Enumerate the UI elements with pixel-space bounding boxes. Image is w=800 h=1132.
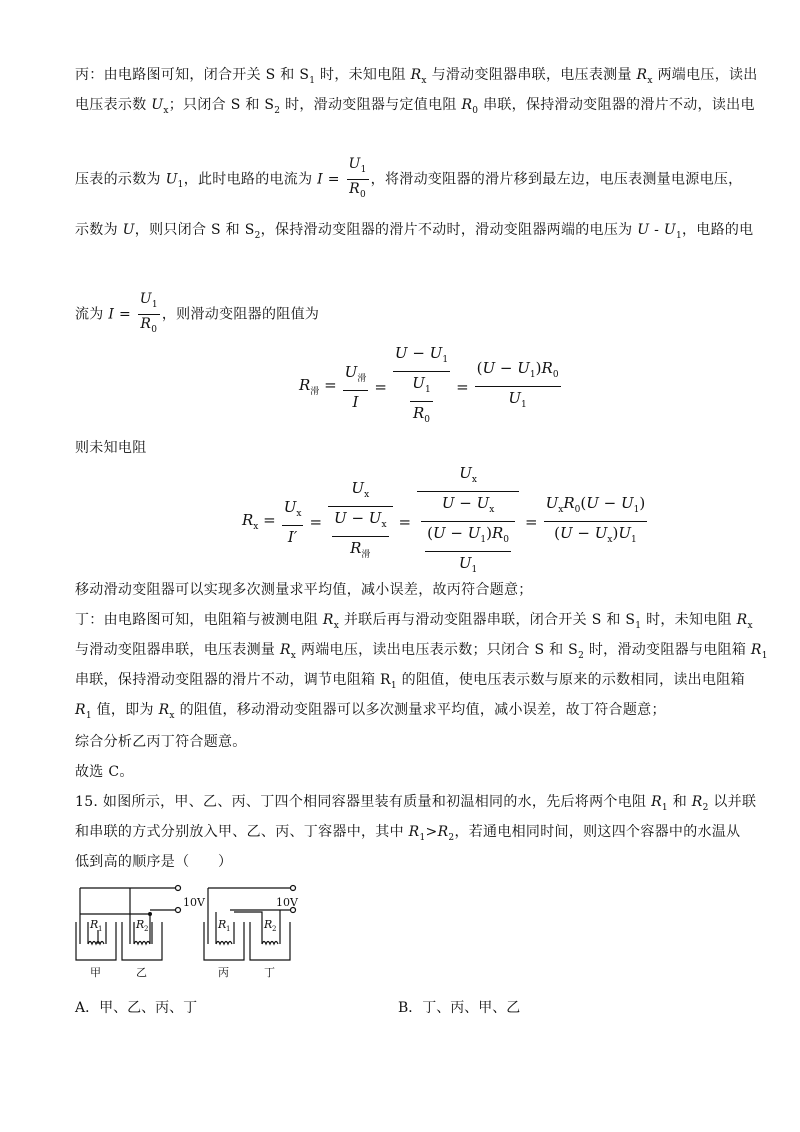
text-line: $R_1$ 值，即为 $R_x$ 的阻值，移动滑动变阻器可以多次测量求平均值，减小误差，故丁符合题意； <box>75 702 666 721</box>
svg-text:2: 2 <box>144 925 149 933</box>
r2-label: R <box>264 918 273 931</box>
r1-label: R <box>90 918 99 931</box>
text-line: 流为 I = $\frac{U_1}{R_0}$ ，则滑动变阻器的阻值为 <box>75 290 319 339</box>
circuit-diagram <box>70 882 330 982</box>
voltage-label: 10V <box>276 896 298 909</box>
container-label-yi: 乙 <box>136 966 147 979</box>
text-line: 则未知电阻 <box>75 440 147 456</box>
voltage-label: 10V <box>183 896 205 909</box>
text-line: 压表的示数为 $U_1$，此时电路的电流为 I = $\frac{U_1}{R_0}$ ，将滑动变阻器的滑片移到最左边，电压表测量电源电压， <box>75 155 742 204</box>
option-b[interactable]: B．丁、丙、甲、乙 <box>398 1000 521 1016</box>
svg-text:1: 1 <box>98 925 103 933</box>
question-text: 和串联的方式分别放入甲、乙、丙、丁容器中，其中 $R_1>R_2$，若通电相同时间，则这四个容器中的水温从 <box>75 824 741 843</box>
question-text: 低到高的顺序是（ ） <box>75 854 233 870</box>
container-label-ding: 丁 <box>264 966 275 979</box>
answer-text: 故选 C。 <box>75 764 134 780</box>
fraction: $\frac{U_1}{R_0}$ <box>139 291 158 335</box>
text-line: 电压表示数 $U_x$；只闭合 S 和 $S_2$ 时，滑动变阻器与定值电阻 $R_0$ 串联，保持滑动变阻器的滑片不动，读出电 <box>75 97 755 116</box>
formula-slider-resistance: $R_滑$ = $\frac{U_滑}{I}$ = $\frac{U - U_1}{\frac{U_1}{R_0}}$ = $\frac{(U - U_1)R_0}{U_1}$ <box>299 344 559 425</box>
option-a[interactable]: A．甲、乙、丙、丁 <box>75 1000 198 1016</box>
text-line: 串联，保持滑动变阻器的滑片不动，调节电阻箱 $R_1$ 的阻值，使电压表示数与原来的示数相同，读出电阻箱 <box>75 672 745 691</box>
text-line: 丁：由电路图可知，电阻箱与被测电阻 $R_x$ 并联后再与滑动变阻器串联，闭合开关 S 和 $S_1$ 时，未知电阻 $R_x$ <box>75 612 753 631</box>
text-line: 与滑动变阻器串联，电压表测量 $R_x$ 两端电压，读出电压表示数；只闭合 S 和 $S_2$ 时，滑动变阻器与电阻箱 $R_1$ <box>75 642 768 661</box>
svg-text:1: 1 <box>226 925 231 933</box>
text-line: 移动滑动变阻器可以实现多次测量求平均值，减小误差，故丙符合题意； <box>75 582 533 598</box>
r2-label: R <box>136 918 145 931</box>
text-line: 示数为 U，则只闭合 S 和 $S_2$，保持滑动变阻器的滑片不动时，滑动变阻器两端的电压为 U - $U_1$，电路的电 <box>75 222 754 241</box>
summary-text: 综合分析乙丙丁符合题意。 <box>75 734 247 750</box>
container-label-bing: 丙 <box>218 966 229 979</box>
container-label-jia: 甲 <box>90 966 101 979</box>
r1-label: R <box>218 918 227 931</box>
text-line: 丙：由电路图可知，闭合开关 S 和 $S_1$ 时，未知电阻 $R_x$ 与滑动变阻器串联，电压表测量 $R_x$ 两端电压，读出 <box>75 67 758 86</box>
fraction: $\frac{U_1}{R_0}$ <box>348 156 367 200</box>
junction-dot <box>148 912 152 916</box>
formula-unknown-resistance: $R_x$ = $\frac{U_x}{I'}$ = $\frac{U_x}{\frac{U - U_x}{R_滑}}$ = $\frac{U_x}{\frac{U - U_x}{\frac{(U - U_1)R_0}{U_1}}}$ = $\frac{U_xR_0(U - U_1)}{(U - U_x)U_1}$ <box>242 464 646 575</box>
question-text: 15. 如图所示，甲、乙、丙、丁四个相同容器里装有质量和初温相同的水，先后将两个电阻 $R_1$ 和 $R_2$ 以并联 <box>75 794 757 813</box>
svg-text:2: 2 <box>272 925 277 933</box>
